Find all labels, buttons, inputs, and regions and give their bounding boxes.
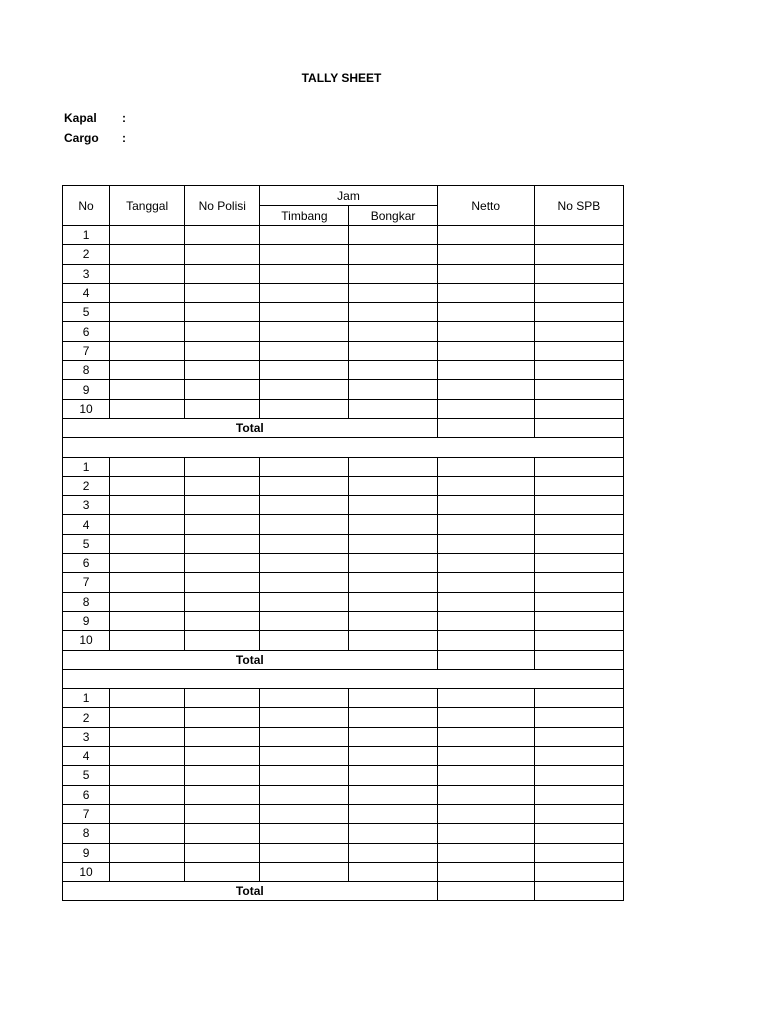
- cell-bongkar[interactable]: [349, 534, 437, 553]
- cell-bongkar[interactable]: [349, 766, 437, 785]
- table-row: [63, 341, 624, 360]
- cell-no-polisi[interactable]: [185, 399, 260, 418]
- cell-tanggal[interactable]: [110, 245, 185, 264]
- cell-no-spb[interactable]: [534, 322, 623, 341]
- cell-bongkar[interactable]: [349, 554, 437, 573]
- cell-no-spb[interactable]: [534, 515, 623, 534]
- cell-no-spb[interactable]: [534, 380, 623, 399]
- cell-netto[interactable]: [437, 766, 534, 785]
- cell-bongkar[interactable]: [349, 689, 437, 708]
- cell-tanggal[interactable]: [110, 283, 185, 302]
- total-no-spb[interactable]: [534, 650, 623, 669]
- row-number: 10: [63, 399, 110, 418]
- cell-tanggal[interactable]: [110, 341, 185, 360]
- table-row: [63, 245, 624, 264]
- cell-no-spb[interactable]: [534, 534, 623, 553]
- header-tanggal: Tanggal: [110, 186, 185, 226]
- row-number: 2: [63, 476, 110, 495]
- cell-tanggal[interactable]: [110, 573, 185, 592]
- header-no: No: [63, 186, 110, 226]
- cell-netto[interactable]: [437, 476, 534, 495]
- cell-netto[interactable]: [437, 554, 534, 573]
- cell-timbang[interactable]: [260, 824, 349, 843]
- table-row: [63, 573, 624, 592]
- header-bongkar: Bongkar: [349, 206, 437, 226]
- cell-no-polisi[interactable]: [185, 804, 260, 823]
- cell-bongkar[interactable]: [349, 303, 437, 322]
- row-number: 6: [63, 322, 110, 341]
- cell-no-polisi[interactable]: [185, 727, 260, 746]
- cell-netto[interactable]: [437, 862, 534, 881]
- cell-no-spb[interactable]: [534, 303, 623, 322]
- row-number: 4: [63, 515, 110, 534]
- cell-bongkar[interactable]: [349, 322, 437, 341]
- cell-timbang[interactable]: [260, 689, 349, 708]
- cell-no-polisi[interactable]: [185, 785, 260, 804]
- cell-tanggal[interactable]: [110, 708, 185, 727]
- cell-timbang[interactable]: [260, 708, 349, 727]
- cell-no-spb[interactable]: [534, 843, 623, 862]
- cell-timbang[interactable]: [260, 303, 349, 322]
- field-cargo-separator: :: [122, 131, 126, 145]
- cell-netto[interactable]: [437, 245, 534, 264]
- cell-no-polisi[interactable]: [185, 264, 260, 283]
- row-number: 8: [63, 824, 110, 843]
- table-row: [63, 766, 624, 785]
- field-kapal-label: Kapal: [64, 111, 97, 125]
- cell-no-spb[interactable]: [534, 689, 623, 708]
- cell-no-spb[interactable]: [534, 824, 623, 843]
- cell-no-spb[interactable]: [534, 631, 623, 650]
- header-netto: Netto: [437, 186, 534, 226]
- row-number: 3: [63, 496, 110, 515]
- table-row: [63, 515, 624, 534]
- cell-no-spb[interactable]: [534, 862, 623, 881]
- table-row: [63, 747, 624, 766]
- cell-tanggal[interactable]: [110, 361, 185, 380]
- cell-timbang[interactable]: [260, 843, 349, 862]
- table-row: [63, 457, 624, 476]
- cell-netto[interactable]: [437, 226, 534, 245]
- cell-no-polisi[interactable]: [185, 515, 260, 534]
- table-row: [63, 496, 624, 515]
- table-row: [63, 592, 624, 611]
- cell-timbang[interactable]: [260, 631, 349, 650]
- table-row: [63, 226, 624, 245]
- cell-no-spb[interactable]: [534, 804, 623, 823]
- row-number: 4: [63, 747, 110, 766]
- cell-tanggal[interactable]: [110, 862, 185, 881]
- cell-no-spb[interactable]: [534, 708, 623, 727]
- cell-timbang[interactable]: [260, 534, 349, 553]
- cell-tanggal[interactable]: [110, 592, 185, 611]
- table-row: [63, 689, 624, 708]
- cell-bongkar[interactable]: [349, 264, 437, 283]
- cell-bongkar[interactable]: [349, 592, 437, 611]
- document-title: TALLY SHEET: [301, 71, 382, 85]
- cell-no-polisi[interactable]: [185, 322, 260, 341]
- cell-timbang[interactable]: [260, 727, 349, 746]
- row-number: 4: [63, 283, 110, 302]
- table-row: [63, 862, 624, 881]
- cell-timbang[interactable]: [260, 457, 349, 476]
- spacer-cell: [63, 438, 624, 457]
- cell-no-polisi[interactable]: [185, 611, 260, 630]
- tally-table: [62, 185, 624, 901]
- row-number: 5: [63, 534, 110, 553]
- cell-netto[interactable]: [437, 611, 534, 630]
- total-netto[interactable]: [437, 418, 534, 437]
- cell-timbang[interactable]: [260, 573, 349, 592]
- field-kapal: [64, 110, 126, 126]
- row-number: 9: [63, 380, 110, 399]
- cell-bongkar[interactable]: [349, 785, 437, 804]
- table-row: [63, 322, 624, 341]
- field-cargo-label: Cargo: [64, 131, 99, 145]
- cell-bongkar[interactable]: [349, 708, 437, 727]
- total-no-spb[interactable]: [534, 418, 623, 437]
- cell-tanggal[interactable]: [110, 264, 185, 283]
- cell-no-spb[interactable]: [534, 226, 623, 245]
- cell-tanggal[interactable]: [110, 611, 185, 630]
- cell-timbang[interactable]: [260, 496, 349, 515]
- cell-no-polisi[interactable]: [185, 766, 260, 785]
- table-row: [63, 476, 624, 495]
- cell-no-spb[interactable]: [534, 283, 623, 302]
- row-number: 7: [63, 804, 110, 823]
- row-number: 3: [63, 727, 110, 746]
- cell-no-polisi[interactable]: [185, 824, 260, 843]
- cell-netto[interactable]: [437, 380, 534, 399]
- cell-timbang[interactable]: [260, 341, 349, 360]
- cell-no-polisi[interactable]: [185, 245, 260, 264]
- table-row: [63, 361, 624, 380]
- total-netto[interactable]: [437, 650, 534, 669]
- cell-bongkar[interactable]: [349, 496, 437, 515]
- total-label: Total: [63, 650, 438, 669]
- cell-bongkar[interactable]: [349, 245, 437, 264]
- table-row: [63, 283, 624, 302]
- cell-tanggal[interactable]: [110, 226, 185, 245]
- section-spacer: [63, 669, 624, 688]
- table-row: [63, 264, 624, 283]
- table-row: [63, 303, 624, 322]
- cell-no-spb[interactable]: [534, 399, 623, 418]
- cell-netto[interactable]: [437, 747, 534, 766]
- cell-tanggal[interactable]: [110, 515, 185, 534]
- cell-timbang[interactable]: [260, 245, 349, 264]
- cell-timbang[interactable]: [260, 785, 349, 804]
- section-spacer: [63, 438, 624, 457]
- cell-no-polisi[interactable]: [185, 457, 260, 476]
- total-label: Total: [63, 418, 438, 437]
- cell-tanggal[interactable]: [110, 631, 185, 650]
- cell-no-polisi[interactable]: [185, 573, 260, 592]
- cell-bongkar[interactable]: [349, 476, 437, 495]
- field-kapal-separator: :: [122, 111, 126, 125]
- cell-timbang[interactable]: [260, 515, 349, 534]
- cell-timbang[interactable]: [260, 747, 349, 766]
- table-row: [63, 534, 624, 553]
- row-number: 1: [63, 689, 110, 708]
- cell-no-spb[interactable]: [534, 727, 623, 746]
- row-number: 6: [63, 785, 110, 804]
- cell-timbang[interactable]: [260, 862, 349, 881]
- cell-timbang[interactable]: [260, 554, 349, 573]
- cell-bongkar[interactable]: [349, 727, 437, 746]
- cell-no-polisi[interactable]: [185, 476, 260, 495]
- cell-bongkar[interactable]: [349, 226, 437, 245]
- cell-timbang[interactable]: [260, 283, 349, 302]
- cell-no-polisi[interactable]: [185, 341, 260, 360]
- cell-no-spb[interactable]: [534, 747, 623, 766]
- cell-no-spb[interactable]: [534, 264, 623, 283]
- row-number: 6: [63, 554, 110, 573]
- cell-bongkar[interactable]: [349, 804, 437, 823]
- row-number: 2: [63, 245, 110, 264]
- header-jam: Jam: [260, 186, 437, 206]
- cell-bongkar[interactable]: [349, 361, 437, 380]
- cell-tanggal[interactable]: [110, 727, 185, 746]
- cell-timbang[interactable]: [260, 611, 349, 630]
- cell-tanggal[interactable]: [110, 476, 185, 495]
- row-number: 9: [63, 611, 110, 630]
- cell-no-spb[interactable]: [534, 361, 623, 380]
- cell-netto[interactable]: [437, 399, 534, 418]
- cell-timbang[interactable]: [260, 322, 349, 341]
- row-number: 5: [63, 303, 110, 322]
- cell-no-polisi[interactable]: [185, 843, 260, 862]
- cell-netto[interactable]: [437, 824, 534, 843]
- table-row: [63, 785, 624, 804]
- cell-no-polisi[interactable]: [185, 283, 260, 302]
- table-body: [63, 226, 624, 901]
- cell-no-polisi[interactable]: [185, 361, 260, 380]
- cell-tanggal[interactable]: [110, 843, 185, 862]
- cell-no-spb[interactable]: [534, 457, 623, 476]
- cell-tanggal[interactable]: [110, 804, 185, 823]
- cell-no-spb[interactable]: [534, 766, 623, 785]
- header-no-spb: No SPB: [534, 186, 623, 226]
- cell-no-polisi[interactable]: [185, 496, 260, 515]
- cell-bongkar[interactable]: [349, 824, 437, 843]
- cell-netto[interactable]: [437, 534, 534, 553]
- total-no-spb[interactable]: [534, 882, 623, 901]
- cell-bongkar[interactable]: [349, 573, 437, 592]
- cell-no-polisi[interactable]: [185, 631, 260, 650]
- cell-no-polisi[interactable]: [185, 554, 260, 573]
- cell-bongkar[interactable]: [349, 457, 437, 476]
- row-number: 8: [63, 361, 110, 380]
- table-row: [63, 631, 624, 650]
- row-number: 3: [63, 264, 110, 283]
- cell-bongkar[interactable]: [349, 380, 437, 399]
- cell-no-spb[interactable]: [534, 341, 623, 360]
- cell-netto[interactable]: [437, 727, 534, 746]
- cell-no-spb[interactable]: [534, 785, 623, 804]
- cell-bongkar[interactable]: [349, 399, 437, 418]
- table-row: [63, 824, 624, 843]
- cell-netto[interactable]: [437, 785, 534, 804]
- total-row: [63, 882, 624, 901]
- cell-netto[interactable]: [437, 631, 534, 650]
- cell-tanggal[interactable]: [110, 380, 185, 399]
- cell-no-spb[interactable]: [534, 496, 623, 515]
- cell-bongkar[interactable]: [349, 747, 437, 766]
- cell-netto[interactable]: [437, 804, 534, 823]
- cell-no-polisi[interactable]: [185, 226, 260, 245]
- cell-timbang[interactable]: [260, 592, 349, 611]
- cell-timbang[interactable]: [260, 476, 349, 495]
- cell-bongkar[interactable]: [349, 611, 437, 630]
- cell-netto[interactable]: [437, 515, 534, 534]
- cell-bongkar[interactable]: [349, 283, 437, 302]
- spacer-cell: [63, 669, 624, 688]
- cell-netto[interactable]: [437, 457, 534, 476]
- cell-netto[interactable]: [437, 322, 534, 341]
- cell-netto[interactable]: [437, 496, 534, 515]
- row-number: 8: [63, 592, 110, 611]
- cell-tanggal[interactable]: [110, 322, 185, 341]
- table-row: [63, 380, 624, 399]
- table-row: [63, 399, 624, 418]
- row-number: 2: [63, 708, 110, 727]
- cell-no-polisi[interactable]: [185, 708, 260, 727]
- cell-no-polisi[interactable]: [185, 534, 260, 553]
- cell-tanggal[interactable]: [110, 824, 185, 843]
- cell-bongkar[interactable]: [349, 631, 437, 650]
- row-number: 10: [63, 631, 110, 650]
- table-header: [63, 186, 624, 226]
- total-row: [63, 650, 624, 669]
- total-label: Total: [63, 882, 438, 901]
- cell-no-spb[interactable]: [534, 245, 623, 264]
- cell-netto[interactable]: [437, 843, 534, 862]
- cell-no-spb[interactable]: [534, 592, 623, 611]
- cell-netto[interactable]: [437, 361, 534, 380]
- row-number: 7: [63, 341, 110, 360]
- header-no-polisi: No Polisi: [185, 186, 260, 226]
- cell-bongkar[interactable]: [349, 341, 437, 360]
- cell-no-polisi[interactable]: [185, 689, 260, 708]
- cell-tanggal[interactable]: [110, 457, 185, 476]
- cell-netto[interactable]: [437, 708, 534, 727]
- row-number: 5: [63, 766, 110, 785]
- cell-timbang[interactable]: [260, 399, 349, 418]
- row-number: 10: [63, 862, 110, 881]
- table-row: [63, 843, 624, 862]
- row-number: 1: [63, 457, 110, 476]
- cell-tanggal[interactable]: [110, 303, 185, 322]
- cell-no-polisi[interactable]: [185, 747, 260, 766]
- cell-bongkar[interactable]: [349, 862, 437, 881]
- cell-tanggal[interactable]: [110, 534, 185, 553]
- cell-timbang[interactable]: [260, 264, 349, 283]
- cell-netto[interactable]: [437, 689, 534, 708]
- cell-timbang[interactable]: [260, 361, 349, 380]
- table-row: [63, 554, 624, 573]
- cell-no-polisi[interactable]: [185, 862, 260, 881]
- cell-timbang[interactable]: [260, 380, 349, 399]
- cell-no-spb[interactable]: [534, 573, 623, 592]
- cell-no-spb[interactable]: [534, 611, 623, 630]
- table-row: [63, 611, 624, 630]
- table-row: [63, 804, 624, 823]
- cell-timbang[interactable]: [260, 804, 349, 823]
- header-timbang: Timbang: [260, 206, 349, 226]
- cell-tanggal[interactable]: [110, 689, 185, 708]
- row-number: 7: [63, 573, 110, 592]
- cell-tanggal[interactable]: [110, 766, 185, 785]
- cell-timbang[interactable]: [260, 226, 349, 245]
- row-number: 1: [63, 226, 110, 245]
- cell-bongkar[interactable]: [349, 515, 437, 534]
- table-row: [63, 727, 624, 746]
- cell-tanggal[interactable]: [110, 554, 185, 573]
- cell-no-polisi[interactable]: [185, 380, 260, 399]
- cell-netto[interactable]: [437, 341, 534, 360]
- cell-netto[interactable]: [437, 283, 534, 302]
- cell-netto[interactable]: [437, 592, 534, 611]
- cell-no-spb[interactable]: [534, 554, 623, 573]
- total-row: [63, 418, 624, 437]
- cell-netto[interactable]: [437, 303, 534, 322]
- cell-bongkar[interactable]: [349, 843, 437, 862]
- cell-tanggal[interactable]: [110, 399, 185, 418]
- field-cargo: [64, 130, 126, 146]
- cell-netto[interactable]: [437, 264, 534, 283]
- cell-tanggal[interactable]: [110, 785, 185, 804]
- cell-timbang[interactable]: [260, 766, 349, 785]
- total-netto[interactable]: [437, 882, 534, 901]
- cell-no-polisi[interactable]: [185, 592, 260, 611]
- row-number: 9: [63, 843, 110, 862]
- cell-no-spb[interactable]: [534, 476, 623, 495]
- cell-netto[interactable]: [437, 573, 534, 592]
- cell-tanggal[interactable]: [110, 496, 185, 515]
- table-row: [63, 708, 624, 727]
- cell-tanggal[interactable]: [110, 747, 185, 766]
- cell-no-polisi[interactable]: [185, 303, 260, 322]
